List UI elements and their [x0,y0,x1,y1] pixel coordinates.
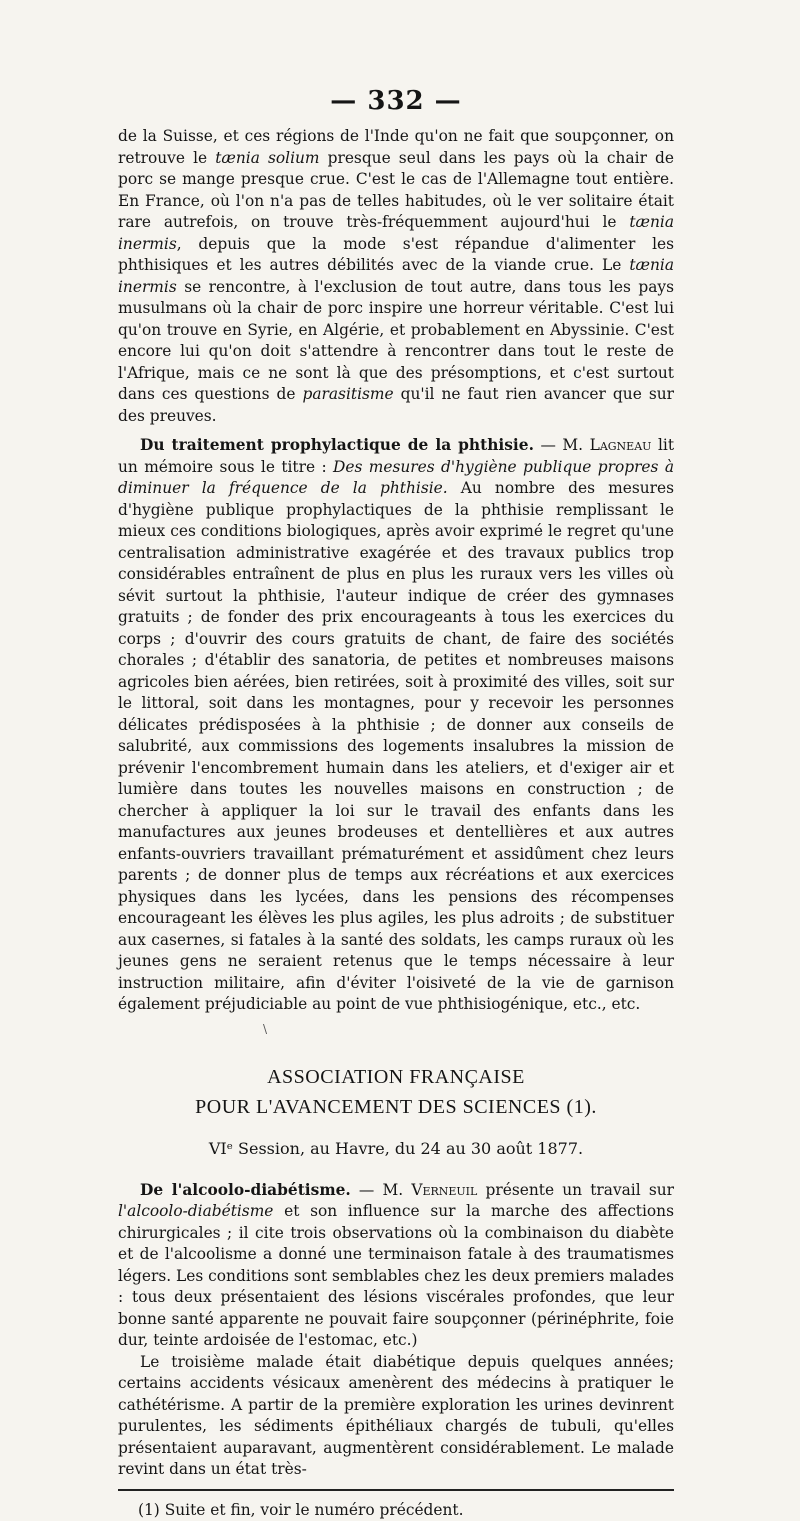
session-line: VIᵉ Session, au Havre, du 24 au 30 août 1877. [208,1138,584,1158]
footnote: (1) Suite et fin, voir le numéro précédent. [138,1500,464,1519]
text-run: de la Suisse, et ces régions de l'Inde qu'on ne fait que soupçonner, on retrouve le [118,127,674,167]
text-run: présente un travail sur [477,1180,674,1199]
italic-term: l'alcoolo-diabétisme [118,1202,274,1220]
section-heading: Du traitement prophylactique de la phthisie. [140,436,534,454]
stray-mark-area [118,1016,674,1062]
text-run: Au nombre des mesures d'hygiène publique prophylactiques de la phthisie remplissant le mieux ces conditions biologiques, après avoir exprimé le regret qu'une centralisation administrative exagérée et des travaux publics trop considérables entraînent de plus en plus les ruraux vers les villes où sévit surtout la phthisie, l'auteur indique de créer des gymnases gratuits ; de fonder des prix encourageants à tous les exercices du corps ; d'ouvrir des cours gratuits de chant, de faire des sociétés chorales ; d'établir des sanatoria, de petites et nombreuses maisons agricoles bien aérées, bien retirées, soit à proximité des villes, soit sur le littoral, soit dans les montagnes, pour y recevoir les personnes délicates prédisposées à la phthisie ; de donner aux conseils de salubrité, aux commissions des logements insalubres la mission de prévenir l'encombrement humain dans les ateliers, et d'exiger air et lumière dans toutes les nouvelles maisons en construction ; de chercher à appliquer la loi sur le travail des enfants dans les manufactures aux jeunes brodeuses et dentellières et aux autres enfants-ouvriers travaillant prématurément et assidûment chez leurs parents ; de donner plus de temps aux récréations et aux exercices physiques dans les lycées, dans les pensions des récompenses encourageant les élèves les plus agiles, les plus adroits ; de substituer aux casernes, si fatales à la santé des soldats, les camps ruraux où les jeunes gens ne seraient retenus que le temps nécessaire à leur instruction militaire, afin d'éviter l'oisiveté de la vie de garnison également préjudiciable au point de vue phthisiogénique, etc., etc. [118,479,674,1013]
continued-paragraph [118,126,674,427]
italic-term: tænia inermis [118,213,674,253]
text-run: lit un mémoire sous le titre : [118,436,675,476]
italic-term: parasitisme [302,385,394,403]
paragraph-third-patient: Le troisième malade était diabétique depuis quelques années; certains accidents vésicaux amenèrent des médecins à pratiquer le cathétérisme. A partir de la première exploration les urines devinrent purulentes, les sédiments épithéliaux chargés de tubuli, qu'elles présentaient auparavant, augmentèrent considérablement. Le malade revint dans un état très- [118,1352,674,1478]
text-run: et son influence sur la marche des affections chirurgicales ; il cite trois observations où la combinaison du diabète et de l'alcoolisme a donné une terminaison fatale à des traumatismes légers. Les conditions sont semblables chez les deux premiers malades : tous deux présentaient des lésions viscérales profondes, que leur bonne santé apparente ne pouvait faire soupçonner (périnéphrite, foie dur, teinte ardoisée de l'estomac, etc.) [118,1202,674,1349]
association-title-line1: ASSOCIATION FRANÇAISE [267,1065,525,1088]
author-name: Lagneau [589,436,652,454]
italic-term: tænia solium [215,148,320,167]
association-title-line2: POUR L'AVANCEMENT DES SCIENCES (1). [195,1095,597,1118]
text-run: — M. [533,436,590,454]
italic-term: tænia inermis [118,256,674,296]
footnote-divider [118,1489,674,1491]
text-run: qu'il ne faut rien avancer que sur des preuves. [118,385,674,425]
text-run: — M. [350,1180,412,1199]
section-prophylaxie-phthisie [118,435,674,1016]
stray-mark: \ [263,1021,268,1036]
text-run: , depuis que la mode s'est répandue d'alimenter les phthisiques et les autres débilités avec de la viande crue. Le [118,234,674,274]
section-heading: De l'alcoolo-diabétisme. [140,1180,351,1199]
text-run: se rencontre, à l'exclusion de tout autre, dans tous les pays musulmans où la chair de porc inspire une horreur véritable. C'est lui qu'on trouve en Syrie, en Algérie, et probablement en Abyssinie. C'est encore lui qu'on doit s'attendre à rencontrer dans tout le reste de l'Afrique, mais ce ne sont là que des présomptions, et c'est surtout dans ces questions de [118,277,674,403]
memoir-title: Des mesures d'hygiène publique propres à diminuer la fréquence de la phthisie. [118,457,674,497]
section-alcoolo-diabetisme [118,1180,674,1352]
author-name: Verneuil [411,1180,478,1199]
page-number: — 332 — [330,86,462,116]
text-run: presque seul dans les pays où la chair de porc se mange presque crue. C'est le cas de l'Allemagne tout entière. En France, où l'on n'a pas de telles habitudes, où le ver solitaire était rare autrefois, on trouve très-fréquemment aujourd'hui le [118,148,674,231]
